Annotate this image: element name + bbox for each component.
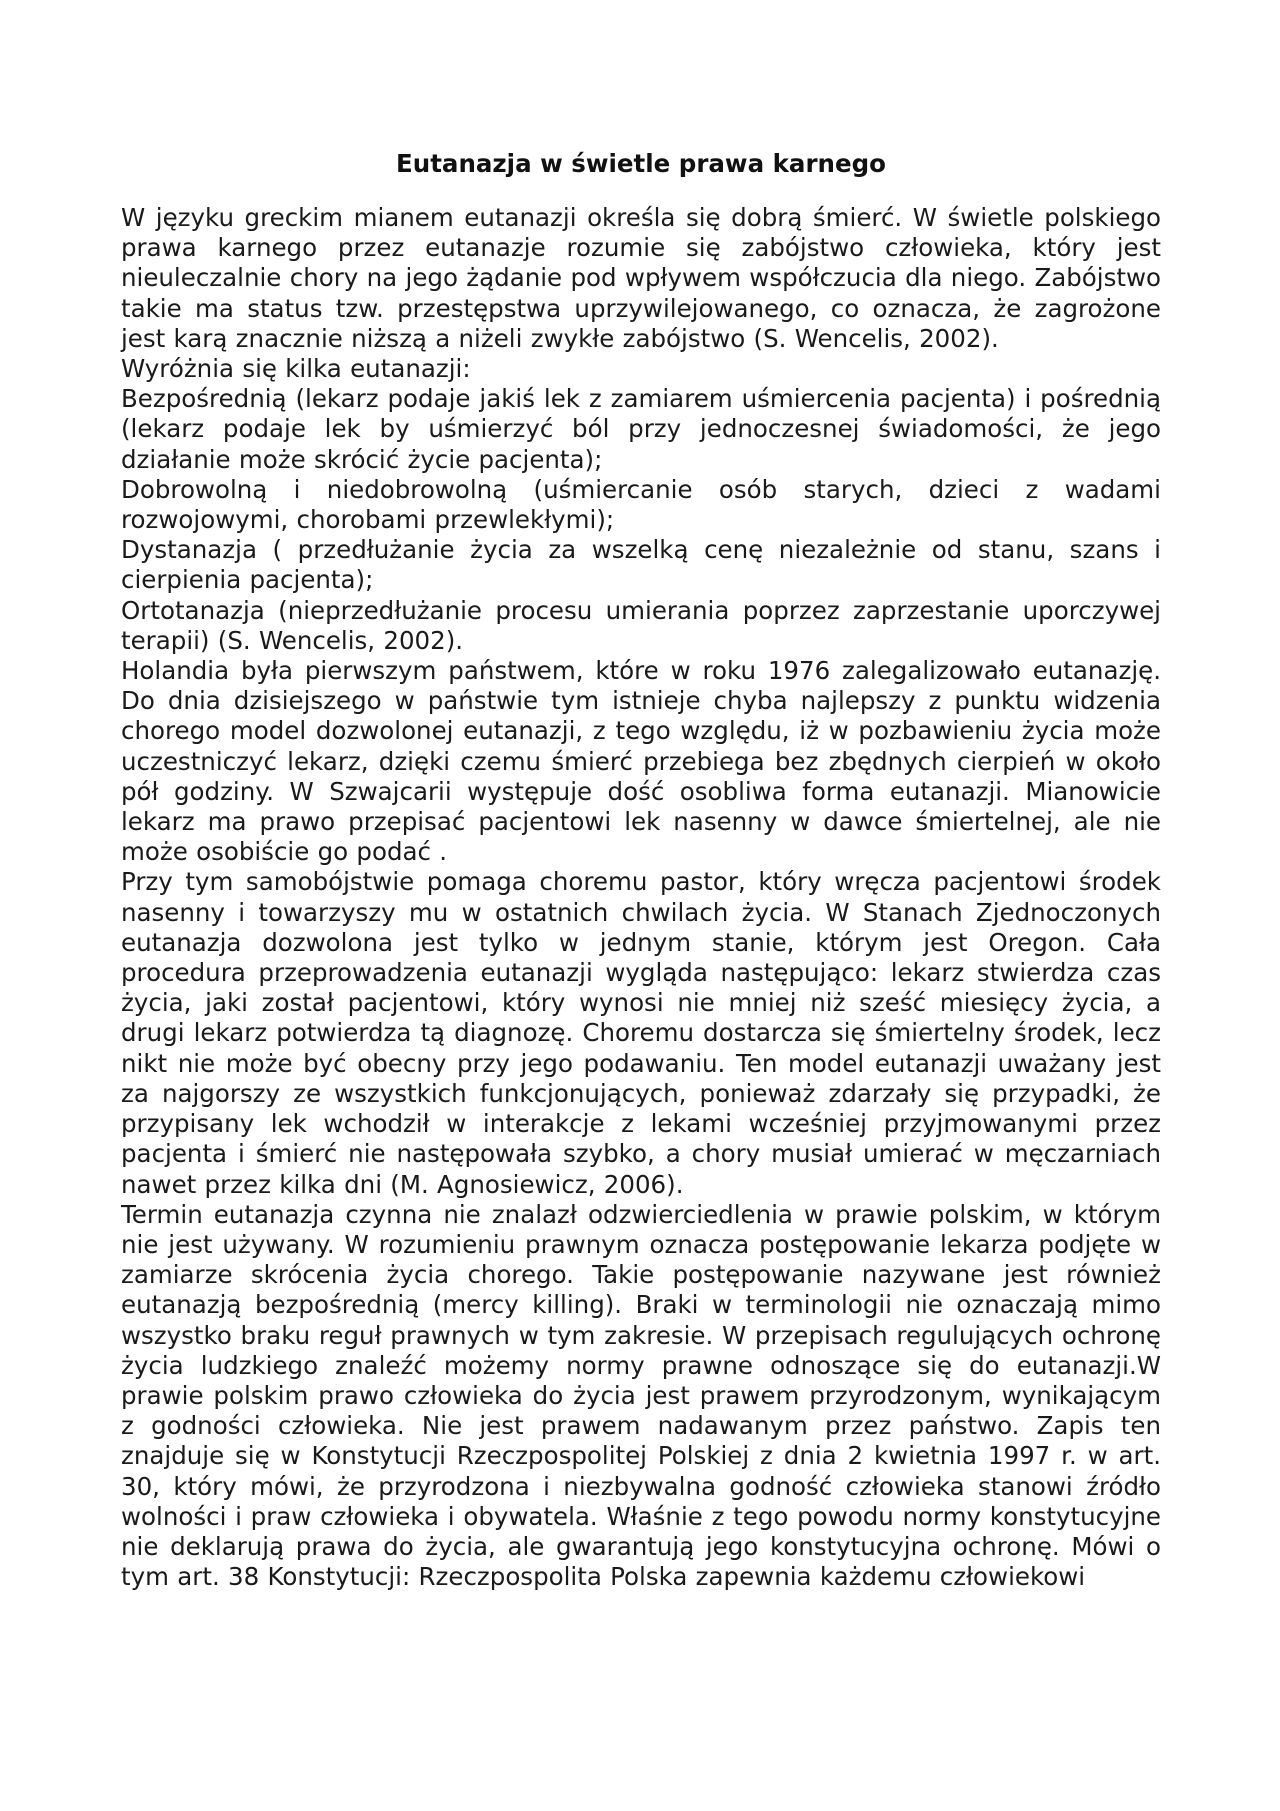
paragraph-definition: W języku greckim mianem eutanazji określa się dobrą śmierć. W świetle polskiego prawa karnego przez eutanazje rozumie się zabójstwo człowieka, który jest nieuleczalnie chory na jego żądanie pod wpływem współczucia dla niego. Zabójstwo takie ma status tzw. przestępstwa uprzywilejowanego, co oznacza, że zagrożone jest karą znacznie niższą a niżeli zwykłe zabójstwo (S. Wencelis, 2002). xyxy=(121,203,1161,353)
paragraph-type-voluntary: Dobrowolną i niedobrowolną (uśmiercanie osób starych, dzieci z wadami rozwojowymi, chorobami przewlekłymi); xyxy=(121,474,1161,535)
paragraph-polish-law: Termin eutanazja czynna nie znalazł odzwierciedlenia w prawie polskim, w którym nie jest używany. W rozumieniu prawnym oznacza postępowanie lekarza podjęte w zamiarze skrócenia życia chorego. Takie postępowanie nazywane jest również eutanazją bezpośrednią (mercy killing). Braki w terminologii nie oznaczają mimo wszystko braku reguł prawnych w tym zakresie. W przepisach regulujących ochronę życia ludzkiego znaleźć możemy normy prawne odnoszące się do eutanazji.W prawie polskim prawo człowieka do życia jest prawem przyrodzonym, wynikającym z godności człowieka. Nie jest prawem nadawanym przez państwo. Zapis ten znajduje się w Konstytucji Rzeczpospolitej Polskiej z dnia 2 kwietnia 1997 r. w art. 30, który mówi, że przyrodzona i niezbywalna godność człowieka stanowi źródło wolności i praw człowieka i obywatela. Właśnie z tego powodu normy konstytucyjne nie deklarują prawa do życia, ale gwarantują jego konstytucyjna ochronę. Mówi o tym art. 38 Konstytucji: Rzeczpospolita Polska zapewnia każdemu człowiekowi xyxy=(121,1199,1161,1592)
paragraph-type-orthothanasia: Ortotanazja (nieprzedłużanie procesu umierania poprzez zaprzestanie uporczywej terapii) (S. Wencelis, 2002). xyxy=(121,595,1161,655)
paragraph-types-intro: Wyróżnia się kilka eutanazji: xyxy=(121,354,471,384)
document-body xyxy=(121,149,1161,1592)
paragraph-type-dysthanasia: Dystanazja ( przedłużanie życia za wszelką cenę niezależnie od stanu, szans i cierpienia pacjenta); xyxy=(121,535,1161,595)
paragraph-type-direct: Bezpośrednią (lekarz podaje jakiś lek z zamiarem uśmiercenia pacjenta) i pośrednią (lekarz podaje lek by uśmierzyć ból przy jednoczesnej świadomości, że jego działanie może skrócić życie pacjenta); xyxy=(121,384,1161,474)
paragraph-netherlands: Holandia była pierwszym państwem, które w roku 1976 zalegalizowało eutanazję. Do dnia dzisiejszego w państwie tym istnieje chyba najlepszy z punktu widzenia chorego model dozwolonej eutanazji, z tego względu, iż w pozbawieniu życia może uczestniczyć lekarz, dzięki czemu śmierć przebiega bez zbędnych cierpień w około pół godziny. W Szwajcarii występuje dość osobliwa forma eutanazji. Mianowicie lekarz ma prawo przepisać pacjentowi lek nasenny w dawce śmiertelnej, ale nie może osobiście go podać . xyxy=(121,656,1161,867)
paragraph-switzerland-usa: Przy tym samobójstwie pomaga choremu pastor, który wręcza pacjentowi środek nasenny i towarzyszy mu w ostatnich chwilach życia. W Stanach Zjednoczonych eutanazja dozwolona jest tylko w jednym stanie, którym jest Oregon. Cała procedura przeprowadzenia eutanazji wygląda następująco: lekarz stwierdza czas życia, jaki został pacjentowi, który wynosi nie mniej niż sześć miesięcy życia, a drugi lekarz potwierdza tą diagnozę. Choremu dostarcza się śmiertelny środek, lecz nikt nie może być obecny przy jego podawaniu. Ten model eutanazji uważany jest za najgorszy ze wszystkich funkcjonujących, ponieważ zdarzały się przypadki, że przypisany lek wchodził w interakcje z lekami wcześniej przyjmowanymi przez pacjenta i śmierć nie następowała szybko, a chory musiał umierać w męczarniach nawet przez kilka dni (M. Agnosiewicz, 2006). xyxy=(121,867,1161,1199)
document-title: Eutanazja w świetle prawa karnego xyxy=(396,149,886,178)
